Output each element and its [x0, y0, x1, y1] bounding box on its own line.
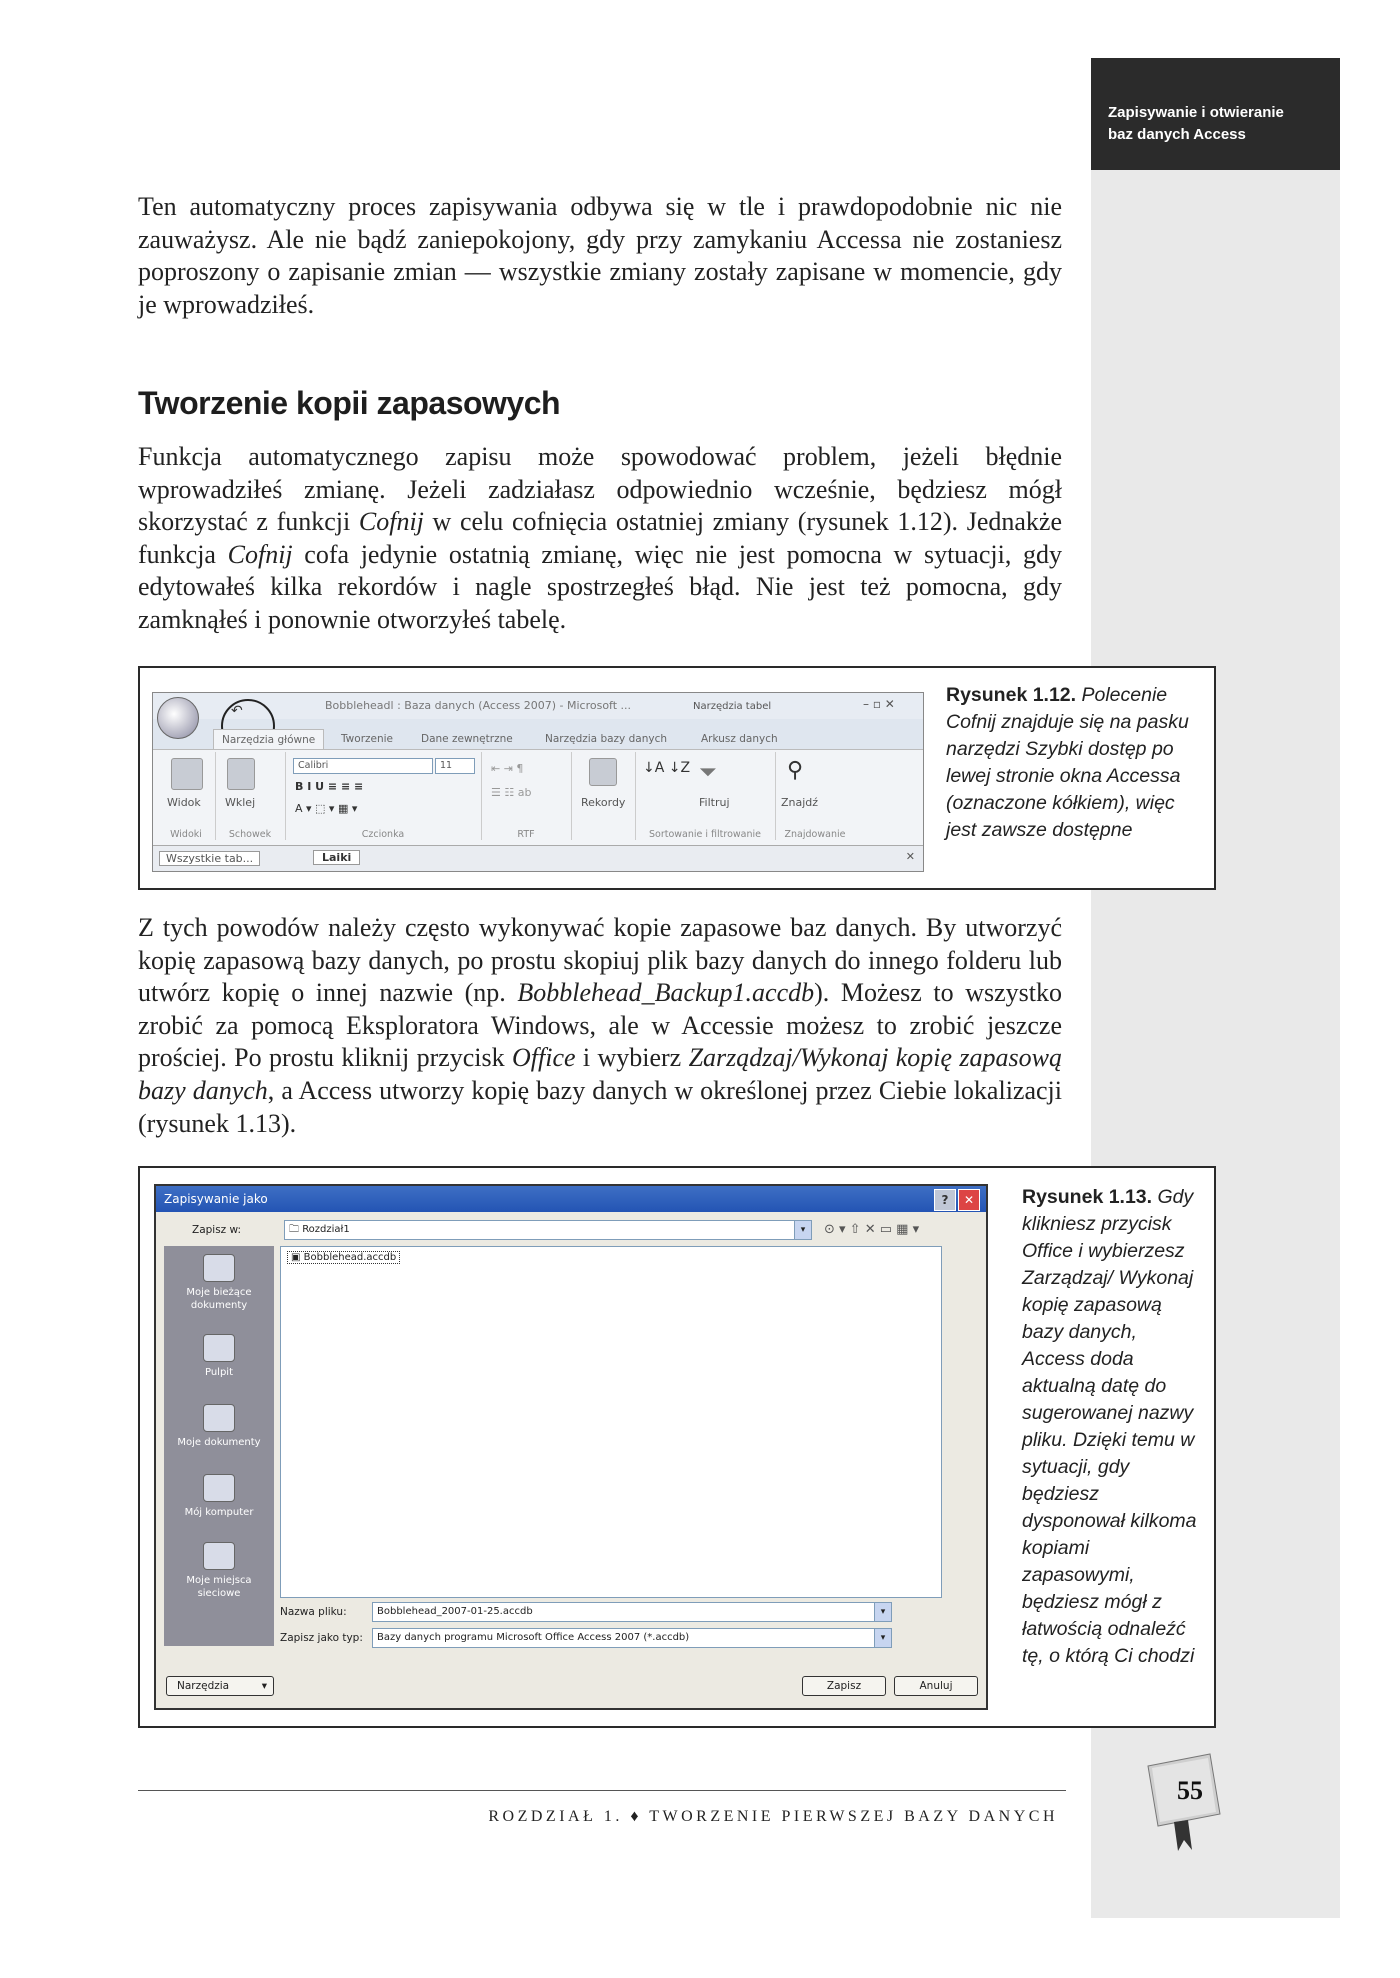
- ribbon-screenshot: [152, 692, 924, 872]
- records-button-label: Rekordy: [581, 796, 626, 809]
- table-tab-laiki[interactable]: Laiki: [313, 850, 360, 865]
- caption-label: Rysunek 1.13.: [1022, 1186, 1153, 1208]
- group-rtf-label: RTF: [517, 829, 535, 840]
- ribbon-body: [153, 749, 923, 845]
- group-views-label: Widoki: [170, 829, 202, 840]
- group-find-label: Znajdowanie: [784, 829, 846, 840]
- records-icon[interactable]: [589, 758, 617, 786]
- tools-button-label: Narzędzia: [177, 1680, 230, 1692]
- paragraph-backup-part3: i wybierz: [575, 1043, 689, 1073]
- dialog-title-bar: [156, 1186, 986, 1212]
- toolbar-icons[interactable]: ⊙ ▾ ⇧ ✕ ▭ ▦ ▾: [824, 1222, 920, 1237]
- paragraph-undo-part2: w celu cofnięcia ostatniej zmiany (rysunek 1.12). Jednakże funkcja: [138, 507, 1062, 569]
- cancel-button[interactable]: Anuluj: [894, 1676, 978, 1696]
- paste-button-label: Wklej: [225, 796, 256, 809]
- place-desktop[interactable]: [164, 1334, 274, 1379]
- figure-1-13-caption: [1022, 1184, 1204, 1670]
- filename-value: Bobblehead_2007-01-25.accdb: [377, 1606, 533, 1617]
- paste-icon[interactable]: [227, 758, 255, 790]
- sort-icon[interactable]: ↓A ↓Z: [643, 760, 691, 776]
- group-records: [571, 752, 636, 840]
- filter-icon[interactable]: ⏷: [699, 760, 717, 785]
- group-sort-filter: [635, 752, 776, 840]
- navigation-bar: [153, 845, 923, 872]
- font-color-icons[interactable]: A ▾ ⬚ ▾ ▦ ▾: [295, 802, 358, 815]
- undo-icon[interactable]: ↶: [231, 703, 243, 719]
- figure-1-13: [138, 1166, 1216, 1728]
- save-button[interactable]: Zapisz: [802, 1676, 886, 1696]
- caption-text: Gdy klikniesz przycisk Office i wybierzesz Zarządzaj/ Wykonaj kopię zapasową bazy danych, Access doda aktualną datę do sugerowanej nazwy pliku. Dzięki temu w sytuacji, gdy będziesz dysponował kilkoma kopiami zapasowymi, będziesz mógł z łatwością odnaleźć tę, o którą Ci chodzi: [1022, 1186, 1197, 1667]
- menu-path: Zarządzaj/Wykonaj kopię zapasową bazy danych: [138, 1043, 1063, 1105]
- network-icon: [203, 1542, 235, 1570]
- caption-label: Rysunek 1.12.: [946, 684, 1077, 706]
- tab-create[interactable]: Tworzenie: [341, 733, 394, 745]
- computer-icon: [203, 1474, 235, 1502]
- chevron-down-icon[interactable]: ▾: [794, 1221, 811, 1239]
- section-tab-line1: Zapisywanie i otwieranie: [1108, 104, 1284, 121]
- places-bar: [164, 1246, 274, 1646]
- font-size-field[interactable]: 11: [435, 758, 475, 774]
- filename-label: Nazwa pliku:: [280, 1606, 347, 1618]
- section-heading: Tworzenie kopii zapasowych: [138, 385, 561, 421]
- indent-icons[interactable]: ⇤ ⇥ ¶: [491, 762, 524, 775]
- find-button-label: Znajdź: [781, 796, 819, 809]
- dialog-title: Zapisywanie jako: [164, 1192, 268, 1206]
- place-desktop-label: Pulpit: [204, 1367, 234, 1378]
- paragraph-undo-part3: cofa jedynie ostatnią zmianę, więc nie jest pomocna w sytuacji, gdy edytowałeś kilka rekordów i nagle spostrzegłeś błąd. Nie jest też pomocna, gdy zamknąłeś i ponownie otworzyłeś tabelę.: [138, 539, 1062, 634]
- office-term: Office: [512, 1043, 576, 1073]
- filetype-value: Bazy danych programu Microsoft Office Access 2007 (*.accdb): [377, 1632, 690, 1643]
- documents-icon: [203, 1404, 235, 1432]
- save-in-select[interactable]: [284, 1220, 812, 1240]
- section-tab-line2: baz danych Access: [1108, 126, 1246, 143]
- filetype-label: Zapisz jako typ:: [280, 1632, 363, 1644]
- place-network[interactable]: [164, 1542, 274, 1600]
- place-network-label: Moje miejsca sieciowe: [186, 1575, 252, 1599]
- paragraph-backup: [138, 912, 1062, 1140]
- tab-home[interactable]: Narzędzia główne: [213, 729, 324, 750]
- font-name-field[interactable]: Calibri: [293, 758, 433, 774]
- paragraph-undo-part1: Funkcja automatycznego zapisu może spowodować problem, jeżeli błędnie wprowadziłeś zmianę. Jeżeli zadziałasz odpowiednio wcześnie, będziesz mógł skorzystać z funkcji: [138, 442, 1062, 537]
- close-icon[interactable]: ✕: [905, 850, 915, 863]
- group-sort-filter-label: Sortowanie i filtrowanie: [648, 829, 761, 840]
- paragraph-undo: [138, 441, 1062, 637]
- tab-database-tools[interactable]: Narzędzia bazy danych: [545, 733, 668, 745]
- tab-datasheet[interactable]: Arkusz danych: [701, 733, 778, 745]
- group-font-label: Czcionka: [361, 829, 405, 840]
- place-recent-label: Moje bieżące dokumenty: [186, 1287, 252, 1311]
- recent-documents-icon: [203, 1254, 235, 1282]
- group-find: [775, 752, 855, 840]
- place-my-documents-label: Moje dokumenty: [177, 1437, 261, 1448]
- save-in-value: Rozdział1: [302, 1224, 350, 1235]
- cofnij-term: Cofnij: [227, 539, 293, 569]
- view-button-label: Widok: [167, 796, 201, 809]
- place-recent[interactable]: [164, 1254, 274, 1312]
- access-file-icon: ▣: [291, 1252, 304, 1263]
- file-list[interactable]: [280, 1246, 942, 1598]
- place-my-computer[interactable]: [164, 1474, 274, 1519]
- place-my-computer-label: Mój komputer: [184, 1507, 254, 1518]
- page-number: 55: [1177, 1776, 1203, 1805]
- save-in-label: Zapisz w:: [192, 1224, 242, 1236]
- backup-filename: Bobblehead_Backup1.accdb: [517, 978, 815, 1008]
- group-views: [157, 752, 216, 840]
- filename-input[interactable]: [372, 1602, 892, 1622]
- chevron-down-icon[interactable]: ▾: [874, 1629, 891, 1647]
- caption-text: Polecenie Cofnij znajduje się na pasku narzędzi Szybki dostęp po lewej stronie okna Accessa (oznaczone kółkiem), więc jest zawsze dostępne: [946, 684, 1189, 841]
- chevron-down-icon[interactable]: ▾: [874, 1603, 891, 1621]
- window-title: Bobbleheadl : Baza danych (Access 2007) - Microsoft ...: [325, 699, 632, 712]
- list-icons[interactable]: ☰ ☷ ab: [491, 786, 532, 799]
- cofnij-term: Cofnij: [358, 507, 424, 537]
- help-icon[interactable]: ?: [934, 1189, 956, 1211]
- intro-paragraph: Ten automatyczny proces zapisywania odbywa się w tle i prawdopodobnie nic nie zauważysz. Ale nie bądź zaniepokojony, gdy przy zamykaniu Accessa nie zostaniesz poproszony o zapisanie zmian — wszystkie zmiany zostały zapisane w momencie, gdy je wprowadziłeś.: [138, 192, 1062, 319]
- close-icon[interactable]: ✕: [958, 1189, 980, 1211]
- context-tab-label: Narzędzia tabel: [693, 701, 772, 712]
- view-icon[interactable]: [171, 758, 203, 790]
- figure-1-12-caption: [946, 682, 1204, 844]
- chapter-section-tab: [1091, 58, 1340, 170]
- footer-rule: [138, 1790, 1066, 1791]
- folder-icon: 🗀: [289, 1224, 303, 1235]
- group-rtf: [481, 752, 572, 840]
- window-controls-icon[interactable]: – ▫ ✕: [863, 697, 895, 711]
- running-footer: ROZDZIAŁ 1. ♦ TWORZENIE PIERWSZEJ BAZY DANYCH: [488, 1808, 1058, 1825]
- bold-italic-underline-icons[interactable]: B I U ≡ ≡ ≡: [295, 780, 364, 793]
- paragraph-backup-part2: ). Możesz to wszystko zrobić za pomocą Eksploratora Windows, ale w Accessie możesz to zrobić jeszcze prościej. Po prostu kliknij przycisk: [138, 978, 1062, 1073]
- desktop-icon: [203, 1334, 235, 1362]
- figure-1-12: [138, 666, 1216, 890]
- filetype-select[interactable]: [372, 1628, 892, 1648]
- paragraph-backup-part1: Z tych powodów należy często wykonywać kopie zapasowe baz danych. By utworzyć kopię zapasową bazy danych, po prostu skopiuj plik bazy danych do innego folderu lub utwórz kopię o innej nazwie (np.: [138, 913, 1062, 1008]
- file-item[interactable]: [287, 1251, 400, 1264]
- paragraph-backup-part4: , a Access utworzy kopię bazy danych w określonej przez Ciebie lokalizacji (rysunek 1.13).: [138, 1075, 1062, 1138]
- file-item-name: Bobblehead.accdb: [303, 1252, 397, 1263]
- ribbon-tabs: [153, 729, 923, 749]
- group-font: [285, 752, 482, 840]
- place-my-documents[interactable]: [164, 1404, 274, 1449]
- group-clipboard: [215, 752, 286, 840]
- tab-external-data[interactable]: Dane zewnętrzne: [421, 733, 513, 745]
- chevron-down-icon: ▾: [261, 1680, 267, 1692]
- save-as-dialog: [154, 1184, 988, 1710]
- binoculars-icon[interactable]: ⚲: [787, 758, 804, 783]
- tools-button[interactable]: [166, 1676, 274, 1696]
- filter-button-label: Filtruj: [699, 796, 730, 809]
- navigation-pane-selector[interactable]: Wszystkie tab...: [159, 851, 260, 866]
- group-clipboard-label: Schowek: [228, 829, 272, 840]
